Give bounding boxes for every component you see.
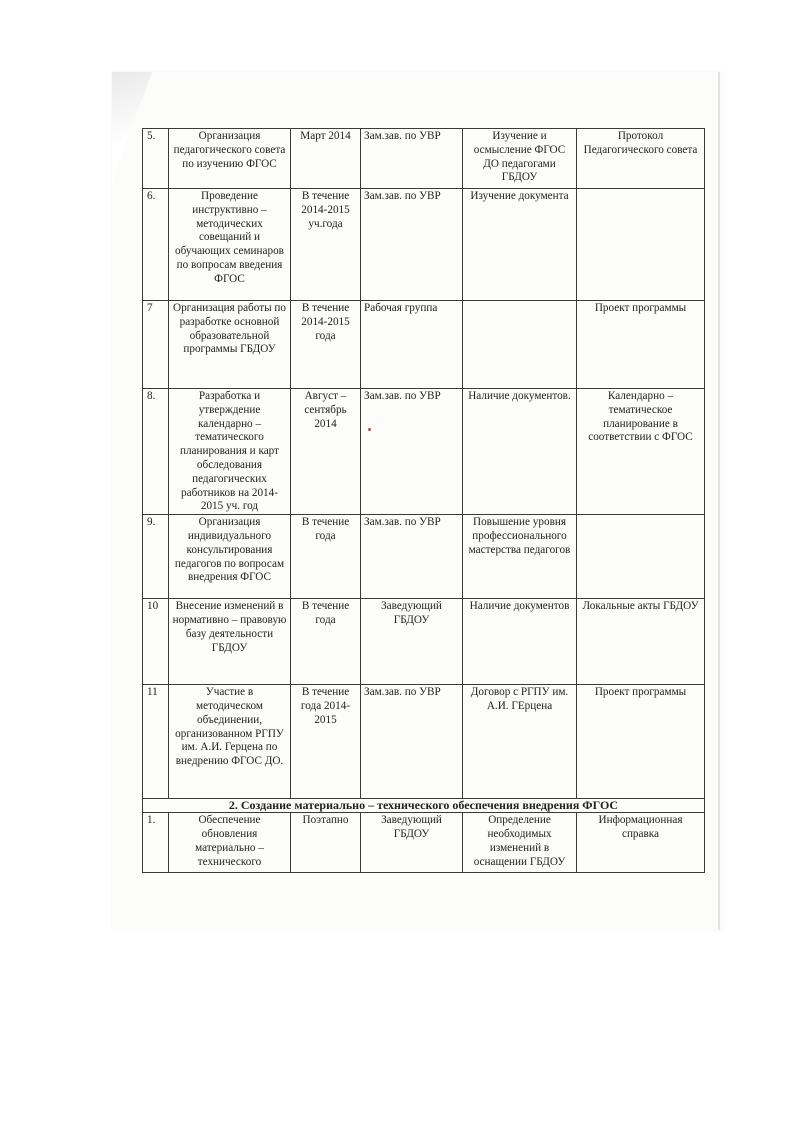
deadline-cell: В течение года 2014-2015	[291, 685, 361, 799]
form-cell: Календарно – тематическое планирование в соответствии с ФГОС	[577, 389, 705, 515]
result-cell: Повышение уровня профессионального мастерства педагогов	[463, 515, 577, 599]
activity-cell: Обеспечение обновления материально – технического	[169, 813, 291, 873]
form-cell: Информационная справка	[577, 813, 705, 873]
form-cell: Протокол Педагогического совета	[577, 129, 705, 189]
activity-cell: Внесение изменений в нормативно – правовую базу деятельности ГБДОУ	[169, 599, 291, 685]
table-row	[143, 301, 705, 389]
responsible-cell: Зам.зав. по УВР	[361, 685, 463, 799]
result-cell: Изучение документа	[463, 189, 577, 301]
deadline-cell: Март 2014	[291, 129, 361, 189]
deadline-cell: В течение года	[291, 599, 361, 685]
deadline-cell: В течение года	[291, 515, 361, 599]
form-cell: Проект программы	[577, 685, 705, 799]
form-cell	[577, 189, 705, 301]
activity-cell: Организация педагогического совета по изучению ФГОС	[169, 129, 291, 189]
responsible-cell: Зам.зав. по УВР	[361, 129, 463, 189]
result-cell: Договор с РГПУ им. А.И. ГЕрцена	[463, 685, 577, 799]
form-cell: Локальные акты ГБДОУ	[577, 599, 705, 685]
row-number: 6.	[143, 189, 169, 301]
section-title: 2. Создание материально – технического обеспечения внедрения ФГОС	[143, 799, 705, 813]
responsible-cell: Рабочая группа	[361, 301, 463, 389]
ink-speck	[368, 428, 371, 431]
deadline-cell: В течение 2014-2015 уч.года	[291, 189, 361, 301]
responsible-cell: Заведующий ГБДОУ	[361, 599, 463, 685]
form-cell	[577, 515, 705, 599]
activity-cell: Проведение инструктивно – методических совещаний и обучающих семинаров по вопросам введения ФГОС	[169, 189, 291, 301]
table-row	[143, 189, 705, 301]
sheet-edge	[718, 72, 720, 930]
row-number: 1.	[143, 813, 169, 873]
result-cell	[463, 301, 577, 389]
result-cell: Наличие документов	[463, 599, 577, 685]
table-row	[143, 685, 705, 799]
result-cell: Определение необходимых изменений в оснащении ГБДОУ	[463, 813, 577, 873]
row-number: 7	[143, 301, 169, 389]
activity-cell: Организация работы по разработке основной образовательной программы ГБДОУ	[169, 301, 291, 389]
deadline-cell: В течение 2014-2015 года	[291, 301, 361, 389]
plan-table	[142, 128, 705, 873]
result-cell: Наличие документов.	[463, 389, 577, 515]
deadline-cell: Август – сентябрь 2014	[291, 389, 361, 515]
form-cell: Проект программы	[577, 301, 705, 389]
row-number: 5.	[143, 129, 169, 189]
result-cell: Изучение и осмысление ФГОС ДО педагогами ГБДОУ	[463, 129, 577, 189]
deadline-cell: Поэтапно	[291, 813, 361, 873]
responsible-cell: Заведующий ГБДОУ	[361, 813, 463, 873]
activity-cell: Организация индивидуального консультирования педагогов по вопросам внедрения ФГОС	[169, 515, 291, 599]
table-row	[143, 389, 705, 515]
table-row	[143, 515, 705, 599]
row-number: 11	[143, 685, 169, 799]
responsible-cell: Зам.зав. по УВР	[361, 515, 463, 599]
activity-cell: Участие в методическом объединении, организованном РГПУ им. А.И. Герцена по внедрению ФГОС ДО.	[169, 685, 291, 799]
activity-cell: Разработка и утверждение календарно – тематического планирования и карт обследования педагогических работников на 2014-2015 уч. год	[169, 389, 291, 515]
section-header-row	[143, 799, 705, 813]
table-row	[143, 129, 705, 189]
responsible-cell: Зам.зав. по УВР	[361, 389, 463, 515]
row-number: 10	[143, 599, 169, 685]
row-number: 8.	[143, 389, 169, 515]
table-row	[143, 599, 705, 685]
table-row	[143, 813, 705, 873]
row-number: 9.	[143, 515, 169, 599]
responsible-cell: Зам.зав. по УВР	[361, 189, 463, 301]
